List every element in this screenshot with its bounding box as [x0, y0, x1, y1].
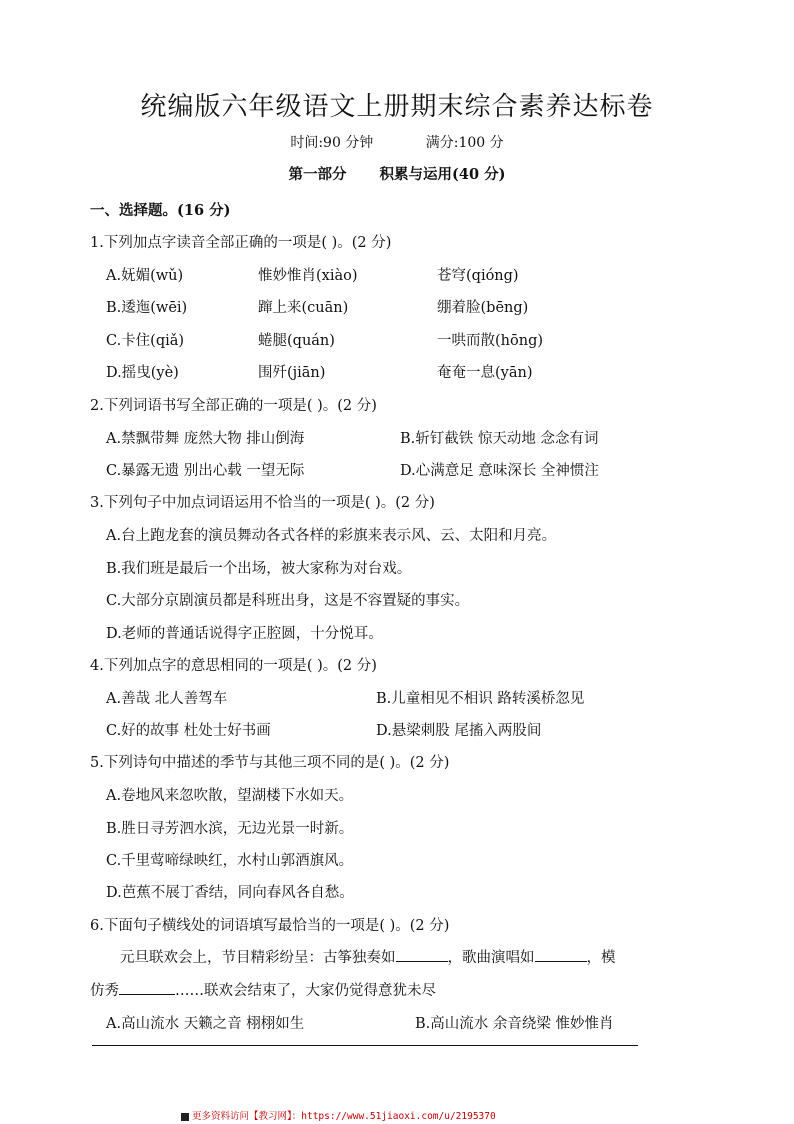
q6-passage-part-4: 仿秀	[90, 983, 119, 999]
exam-time: 时间:90 分钟	[290, 135, 374, 151]
exam-title: 统编版六年级语文上册期末综合素养达标卷	[140, 92, 654, 122]
q1-option-d-1: D.摇曳(yè)	[106, 365, 179, 381]
q6-option-b: B.高山流水 余音绕梁 惟妙惟肖	[415, 1016, 614, 1032]
q1-option-b-2: 蹿上来(cuān)	[258, 300, 349, 316]
exam-info	[0, 132, 794, 152]
q4-option-c: C.好的故事 杜处士好书画	[106, 723, 271, 739]
q6-option-a: A.高山流水 天籁之音 栩栩如生	[106, 1016, 305, 1032]
q1-option-a-2: 惟妙惟肖(xiào)	[258, 268, 358, 284]
q5-stem: 5.下列诗句中描述的季节与其他三项不同的是( )。(2 分)	[90, 755, 450, 771]
q3-option-c: C.大部分京剧演员都是科班出身，这是不容置疑的事实。	[106, 593, 470, 609]
q4-stem: 4.下列加点字的意思相同的一项是( )。(2 分)	[90, 658, 377, 674]
section-title: 一、选择题。(16 分)	[90, 202, 231, 219]
q3-option-b: B.我们班是最后一个出场，被大家称为对台戏。	[106, 561, 412, 577]
q6-blank-2[interactable]	[535, 947, 587, 962]
q4-option-d: D.悬梁刺股 尾搐入两股间	[376, 723, 542, 739]
q6-passage-part-2: ，歌曲演唱如	[447, 950, 535, 966]
part-heading	[0, 163, 794, 184]
q2-option-b: B.斩钉截铁 惊天动地 念念有词	[400, 431, 599, 447]
part-name: 第一部分	[288, 166, 347, 183]
flag-icon	[181, 1113, 189, 1121]
q6-passage-line-2	[90, 979, 436, 1000]
q1-option-b-1: B.逶迤(wēi)	[106, 300, 188, 316]
q1-option-d-2: 围歼(jiān)	[258, 365, 326, 381]
q1-option-a-3: 苍穹(qióng)	[437, 268, 519, 284]
q1-option-b-3: 绷着脸(bēng)	[437, 300, 529, 316]
q1-option-c-3: 一哄而散(hōng)	[437, 333, 544, 349]
q4-option-a: A.善哉 北人善驾车	[106, 691, 228, 707]
q1-stem: 1.下列加点字读音全部正确的一项是( )。(2 分)	[90, 235, 392, 251]
q5-option-d: D.芭蕉不展丁香结，同向春风各自愁。	[106, 885, 354, 901]
q5-option-a: A.卷地风来忽吹散，望湖楼下水如天。	[106, 788, 354, 804]
q6-passage-part-3: ，模	[586, 950, 616, 966]
q1-option-c-2: 蜷腿(quán)	[258, 333, 335, 349]
q6-passage-line-1	[120, 946, 616, 967]
q1-option-c-1: C.卡住(qiǎ)	[106, 333, 185, 349]
q3-option-a: A.台上跑龙套的演员舞动各式各样的彩旗来表示风、云、太阳和月亮。	[106, 528, 557, 544]
q2-option-d: D.心满意足 意味深长 全神惯注	[400, 463, 599, 479]
exam-score: 满分:100 分	[425, 135, 504, 151]
q5-option-c: C.千里莺啼绿映红，水村山郭酒旗风。	[106, 853, 354, 869]
q1-option-d-3: 奄奄一息(yān)	[437, 365, 533, 381]
part-title: 积累与运用(40 分)	[379, 166, 506, 183]
q1-option-a-1: A.妩媚(wǔ)	[106, 268, 184, 284]
q2-option-a: A.禁飘带舞 庞然大物 排山倒海	[106, 431, 305, 447]
q5-option-b: B.胜日寻芳泗水滨，无边光景一时新。	[106, 821, 354, 837]
q4-option-b: B.儿童相见不相识 路转溪桥忽见	[376, 691, 585, 707]
q3-stem: 3.下列句子中加点词语运用不恰当的一项是( )。(2 分)	[90, 495, 435, 511]
q2-stem: 2.下列词语书写全部正确的一项是( )。(2 分)	[90, 398, 377, 414]
footer[interactable]	[181, 1108, 496, 1122]
q6-passage-part-5: ……联欢会结束了，大家仍觉得意犹未尽	[175, 983, 436, 999]
q3-option-d: D.老师的普通话说得字正腔圆，十分悦耳。	[106, 626, 383, 642]
footer-link[interactable]: 更多资料访问【教习网】：https://www.51jiaoxi.com/u/2195370	[192, 1111, 496, 1122]
q6-passage-part-1: 元旦联欢会上，节目精彩纷呈：古筝独奏如	[120, 950, 396, 966]
q6-stem: 6.下面句子横线处的词语填写最恰当的一项是( )。(2 分)	[90, 918, 450, 934]
q6-blank-3[interactable]	[119, 980, 175, 995]
page-divider	[92, 1045, 638, 1046]
q6-blank-1[interactable]	[396, 947, 448, 962]
q2-option-c: C.暴露无遗 别出心载 一望无际	[106, 463, 305, 479]
